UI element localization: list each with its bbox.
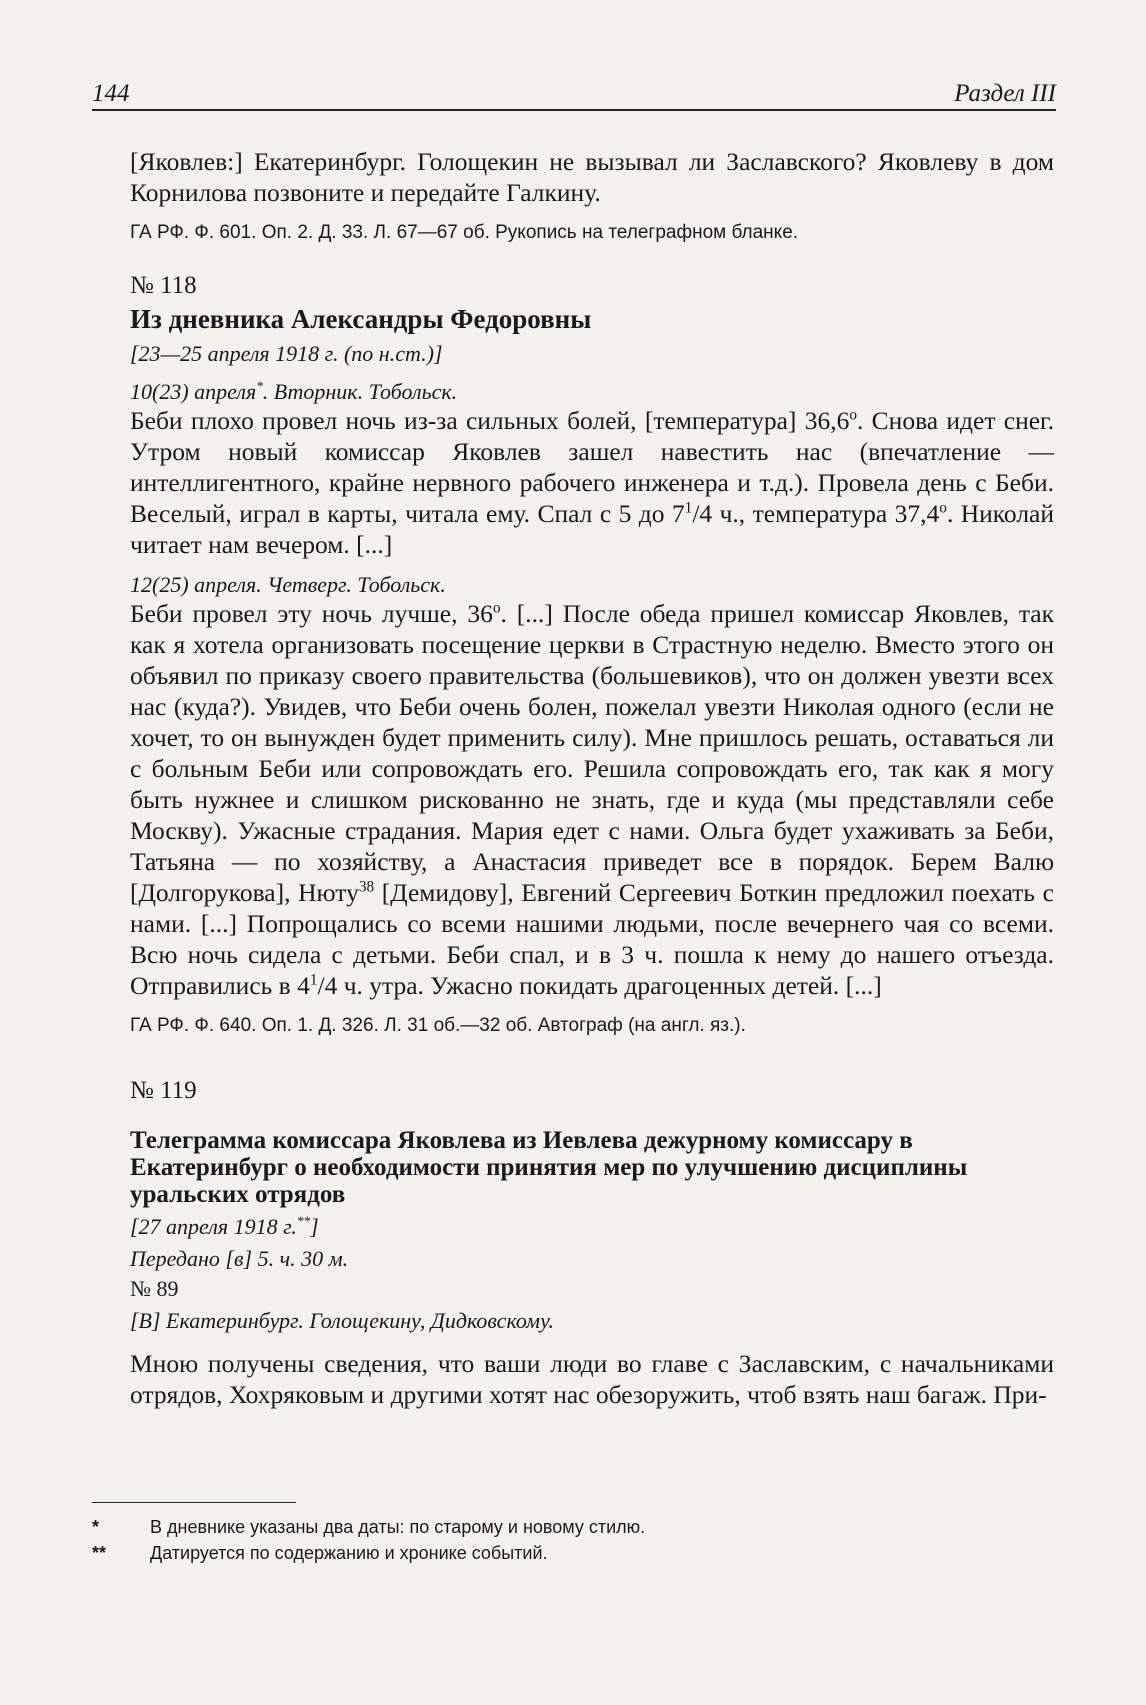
doc-119-date: [27 апреля 1918 г.**] (130, 1213, 319, 1239)
entry-2-date: 12(25) апреля. Четверг. Тобольск. (130, 572, 446, 597)
footnotes (92, 1514, 1054, 1566)
doc-119-title: Телеграмма комиссара Яковлева из Иевлева дежурному комиссару в Екатеринбург о необходимости принятия мер по улучшению дисциплины уральских отрядов (130, 1127, 968, 1208)
doc-119-number: № 119 (130, 1077, 197, 1104)
top-source: ГА РФ. Ф. 601. Оп. 2. Д. 33. Л. 67—67 об. Рукопись на телеграфном бланке. (130, 222, 799, 243)
page-header (92, 80, 1056, 108)
doc-119-num: № 89 (130, 1276, 179, 1301)
header-divider (92, 109, 1056, 111)
main-content (130, 146, 1054, 1410)
footnote-divider (92, 1502, 296, 1503)
doc-118-number: № 118 (130, 272, 197, 299)
doc-119-text: Мною получены сведения, что ваши люди во главе с Заславским, с начальниками отрядов, Хохряковым и другими хотят нас обезоружить, чтоб взять наш багаж. При- (130, 1349, 1054, 1409)
doc-119-transmitted: Передано [в] 5. ч. 30 м. (130, 1246, 349, 1271)
entry-1-date: 10(23) апреля*. Вторник. Тобольск. (130, 378, 458, 404)
entry-2-text: Беби провел эту ночь лучше, 36$^o$. [...] После обеда пришел комиссар Яковлев, так как я хотела организовать посещение церкви в Страстную неделю. Вместо этого он объявил по приказу своего правительства (большевиков), что он должен увезти всех нас (куда?). Увидев, что Беби очень болен, пожелал увезти Николая одного (если не хочет, то он вынужден будет применить силу). Мне пришлось решать, оставаться ли с больным Беби или сопровождать его. Решила сопровождать его, так как я могу быть нужнее и слишком рискованно не знать, где и куда (мы представляли себе Москву). Ужасные страдания. Мария едет с нами. Ольга будет ухаживать за Беби, Татьяна — по хозяйству, а Анастасия приведет все в порядок. Берем Валю [Долгорукова], Нюту$^{38}$ [Демидову], Евгений Сергеевич Боткин предложил поехать с нами. [...] Попрощались со всеми нашими людьми, после вечернего чая со всеми. Всю ночь сидела с детьми. Беби спал, и в 3 ч. пошла к нему до нашего отъезда. Отправились в $4^1/4$ ч. утра. Ужасно покидать драгоценных детей. [...] (130, 599, 1054, 1000)
section-title: Раздел III (954, 80, 1056, 107)
footnote-2: ** Датируется по содержанию и хронике событий. (92, 1543, 548, 1563)
doc-118-date-range: [23—25 апреля 1918 г. (по н.ст.)] (130, 341, 443, 366)
footnote-1: * В дневнике указаны два даты: по старому и новому стилю. (92, 1517, 646, 1537)
entry-1-text: Беби плохо провел ночь из-за сильных болей, [температура] 36,6$^o$. Снова идет снег. Утром новый комиссар Яковлев зашел навестить нас (впечатление — интеллигентного, крайне нервного рабочего инженера и т.д.). Провела день с Беби. Веселый, играл в карты, читала ему. Спал с 5 до $7^1/4$ ч., температура 37,4$^o$. Николай читает нам вечером. [...] (130, 406, 1055, 559)
doc-118-title: Из дневника Александры Федоровны (130, 304, 592, 334)
top-paragraph: [Яковлев:] Екатеринбург. Голощекин не вызывал ли Заславского? Яковлеву в дом Корнилова позвоните и передайте Галкину. (130, 147, 1054, 207)
page-number: 144 (92, 80, 130, 107)
doc-118-source: ГА РФ. Ф. 640. Оп. 1. Д. 326. Л. 31 об.—32 об. Автограф (на англ. яз.). (130, 1015, 746, 1036)
doc-119-addressee: [В] Екатеринбург. Голощекину, Дидковскому. (130, 1308, 554, 1333)
